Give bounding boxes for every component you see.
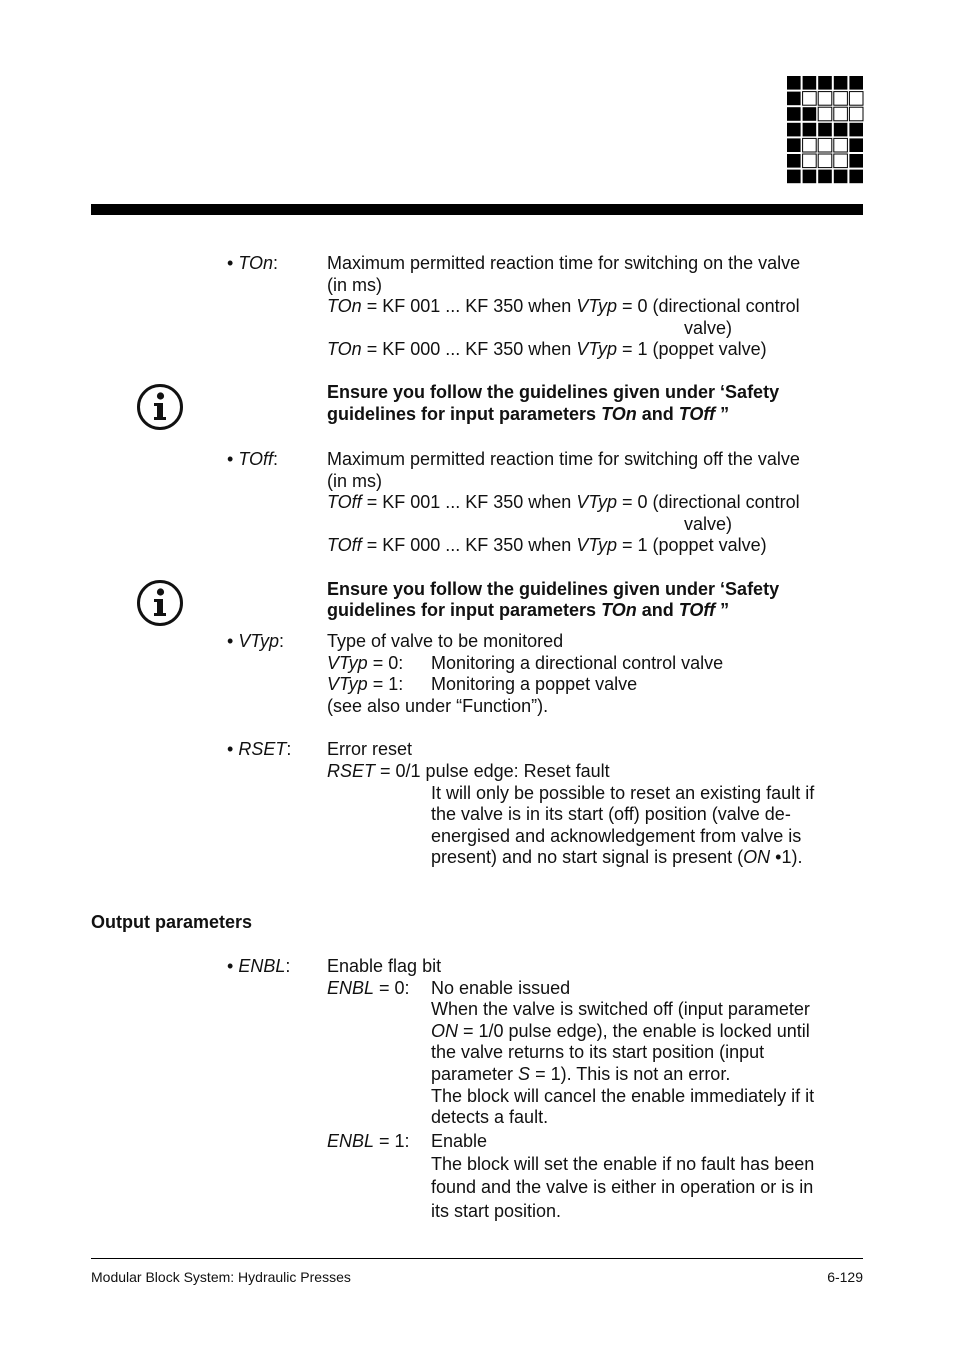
note-2-line-2: guidelines for input parameters TOn and TOff ”	[327, 600, 730, 620]
rset-eq: RSET = 0/1 pulse edge: Reset fault	[327, 761, 610, 781]
toff-desc: Maximum permitted reaction time for switching off the valve	[327, 449, 800, 469]
vtyp-eq1-text: Monitoring a poppet valve	[431, 674, 638, 694]
rset-param-name: RSET	[238, 739, 287, 759]
enbl-line-9: its start position.	[431, 1201, 562, 1221]
enbl-line-5: The block will cancel the enable immediately if it	[431, 1086, 815, 1106]
toff-range-1-cont: valve)	[684, 514, 733, 534]
enbl-line-6: detects a fault.	[431, 1107, 549, 1127]
rset-line-1: It will only be possible to reset an existing fault if	[431, 783, 815, 803]
toff-range-2: TOff = KF 000 ... KF 350 when VTyp = 1 (poppet valve)	[327, 535, 767, 555]
page-number: 6-129	[827, 1269, 863, 1285]
section-heading-output-parameters: Output parameters	[91, 912, 253, 932]
rset-line-2: the valve is in its start (off) position (valve de-	[431, 804, 791, 824]
vtyp-eq0-text: Monitoring a directional control valve	[431, 653, 724, 673]
ton-bullet: • TOn:	[227, 253, 279, 273]
vtyp-eq1-label: VTyp = 1:	[327, 674, 404, 694]
note-1-line-2: guidelines for input parameters TOn and TOff ”	[327, 404, 730, 424]
toff-in-ms: (in ms)	[327, 471, 382, 491]
enbl-line-2: ON = 1/0 pulse edge), the enable is locked until	[431, 1021, 810, 1041]
info-icon	[136, 579, 184, 627]
vtyp-desc: Type of valve to be monitored	[327, 631, 564, 651]
toff-param-name: TOff	[238, 449, 274, 469]
note-1-line-1: Ensure you follow the guidelines given under ‘Safety	[327, 382, 780, 402]
vtyp-see-also: (see also under “Function”).	[327, 696, 549, 716]
enbl-line-7: The block will set the enable if no fault has been	[431, 1154, 815, 1174]
footer-title: Modular Block System: Hydraulic Presses	[91, 1269, 351, 1285]
toff-range-1: TOff = KF 001 ... KF 350 when VTyp = 0 (directional control	[327, 492, 800, 512]
enbl-bullet: • ENBL:	[227, 956, 291, 976]
enbl-line-1: When the valve is switched off (input parameter	[431, 999, 810, 1019]
enbl-eq0-label: ENBL = 0:	[327, 978, 410, 998]
enbl-line-8: found and the valve is either in operation or is in	[431, 1177, 814, 1197]
enbl-eq1-label: ENBL = 1:	[327, 1131, 410, 1151]
enbl-line-3: the valve returns to its start position (input	[431, 1042, 765, 1062]
vtyp-bullet: • VTyp:	[227, 631, 285, 651]
rset-bullet: • RSET:	[227, 739, 292, 759]
vtyp-param-name: VTyp	[238, 631, 280, 651]
info-icon	[136, 383, 184, 431]
ton-desc: Maximum permitted reaction time for switching on the valve	[327, 253, 801, 273]
rset-desc: Error reset	[327, 739, 413, 759]
ton-range-2: TOn = KF 000 ... KF 350 when VTyp = 1 (poppet valve)	[327, 339, 767, 359]
ton-range-1: TOn = KF 001 ... KF 350 when VTyp = 0 (directional control	[327, 296, 800, 316]
enbl-line-4: parameter S = 1). This is not an error.	[431, 1064, 731, 1084]
company-logo-grid-icon	[786, 75, 864, 185]
header-rule	[91, 204, 863, 215]
rset-line-3: energised and acknowledgement from valve is	[431, 826, 802, 846]
enbl-eq1-text: Enable	[431, 1131, 488, 1151]
footer-rule	[91, 1258, 863, 1259]
ton-range-1-cont: valve)	[684, 318, 733, 338]
enbl-desc: Enable flag bit	[327, 956, 442, 976]
vtyp-eq0-label: VTyp = 0:	[327, 653, 404, 673]
toff-bullet: • TOff:	[227, 449, 279, 469]
enbl-eq0-text: No enable issued	[431, 978, 571, 998]
ton-param-name: TOn	[238, 253, 274, 273]
note-2-line-1: Ensure you follow the guidelines given under ‘Safety	[327, 579, 780, 599]
ton-in-ms: (in ms)	[327, 275, 382, 295]
rset-line-4: present) and no start signal is present (ON •1).	[431, 847, 803, 867]
enbl-param-name: ENBL	[238, 956, 286, 976]
